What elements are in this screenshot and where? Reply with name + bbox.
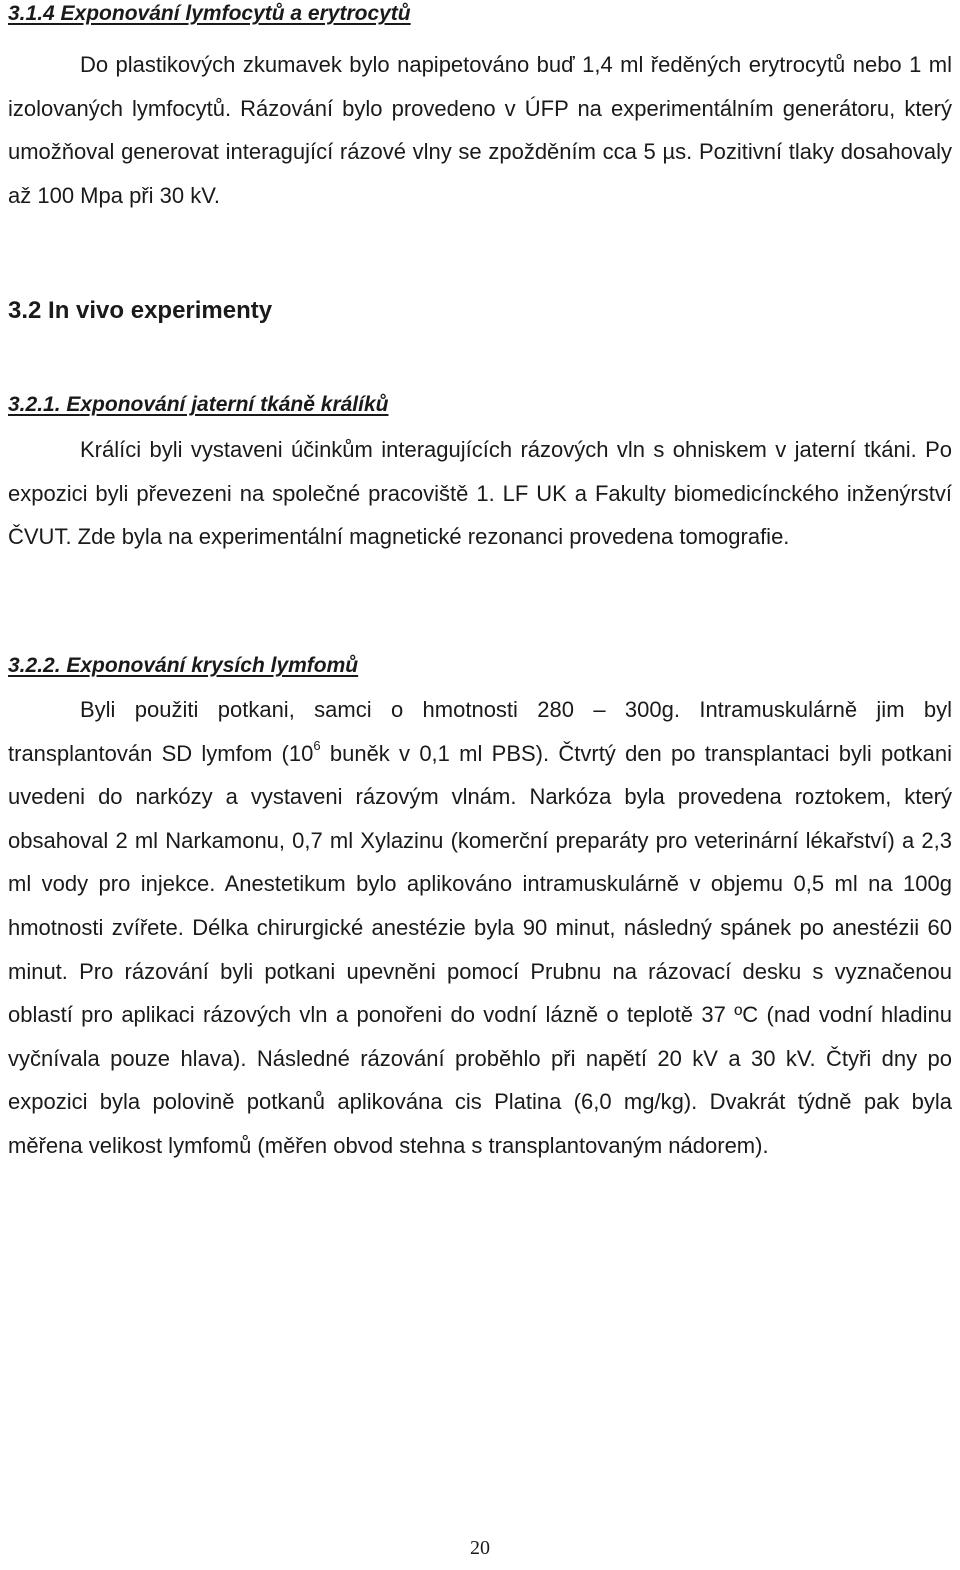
paragraph-3-1-4 (8, 43, 952, 217)
paragraph-3-2-2-text-b: buněk v 0,1 ml PBS). Čtvrtý den po transplantaci byli potkani uvedeni do narkózy a vystaveni rázovým vlnám. Narkóza byla provedena roztokem, který obsahoval 2 ml Narkamonu, 0,7 ml Xylazinu (komerční preparáty pro veterinární lékařství) a 2,3 ml vody pro injekce. Anestetikum bylo aplikováno intramuskulárně v objemu 0,5 ml na 100g hmotnosti zvířete. Délka chirurgické anestézie byla 90 minut, následný spánek po anestézii 60 minut. Pro rázování byli potkani upevněni pomocí Prubnu na rázovací desku s vyznačenou oblastí pro aplikaci rázových vln a ponořeni do vodní lázně o teplotě 37 ºC (nad vodní hladinu vyčnívala pouze hlava). Následné rázování proběhlo při napětí 20 kV a 30 kV. Čtyři dny po expozici byla polovině potkanů aplikována cis Platina (6,0 mg/kg). Dvakrát týdně pak byla měřena velikost lymfomů (měřen obvod stehna s transplantovaným nádorem). (8, 740, 952, 1158)
paragraph-3-2-2 (8, 688, 952, 1168)
paragraph-3-2-2-text-a: Byli použiti potkani, samci o hmotnosti 280 – 300g. Intramuskulárně jim byl transplantován SD lymfom (10 (8, 697, 952, 766)
paragraph-3-2-1 (8, 428, 952, 559)
section-heading-3-1-4: 3.1.4 Exponování lymfocytů a erytrocytů (8, 2, 411, 25)
exponent: 6 (313, 738, 321, 754)
paragraph-3-1-4-text: Do plastikových zkumavek bylo napipetováno buď 1,4 ml ředěných erytrocytů nebo 1 ml izolovaných lymfocytů. Rázování bylo provedeno v ÚFP na experimentálním generátoru, který umožňoval generovat interagující rázové vlny se zpožděním cca 5 µs. Pozitivní tlaky dosahovaly až 100 Mpa při 30 kV. (8, 52, 952, 208)
paragraph-3-2-1-text: Králíci byli vystaveni účinkům interagujících rázových vln s ohniskem v jaterní tkáni. Po expozici byli převezeni na společné pracoviště 1. LF UK a Fakulty biomedicínckého inženýrství ČVUT. Zde byla na experimentální magnetické rezonanci provedena tomografie. (8, 437, 952, 550)
section-heading-3-2: 3.2 In vivo experimenty (8, 297, 273, 324)
section-heading-3-2-2: 3.2.2. Exponování krysích lymfomů (8, 654, 359, 677)
page-number: 20 (470, 1537, 490, 1559)
section-heading-3-2-1: 3.2.1. Exponování jaterní tkáně králíků (8, 393, 389, 416)
